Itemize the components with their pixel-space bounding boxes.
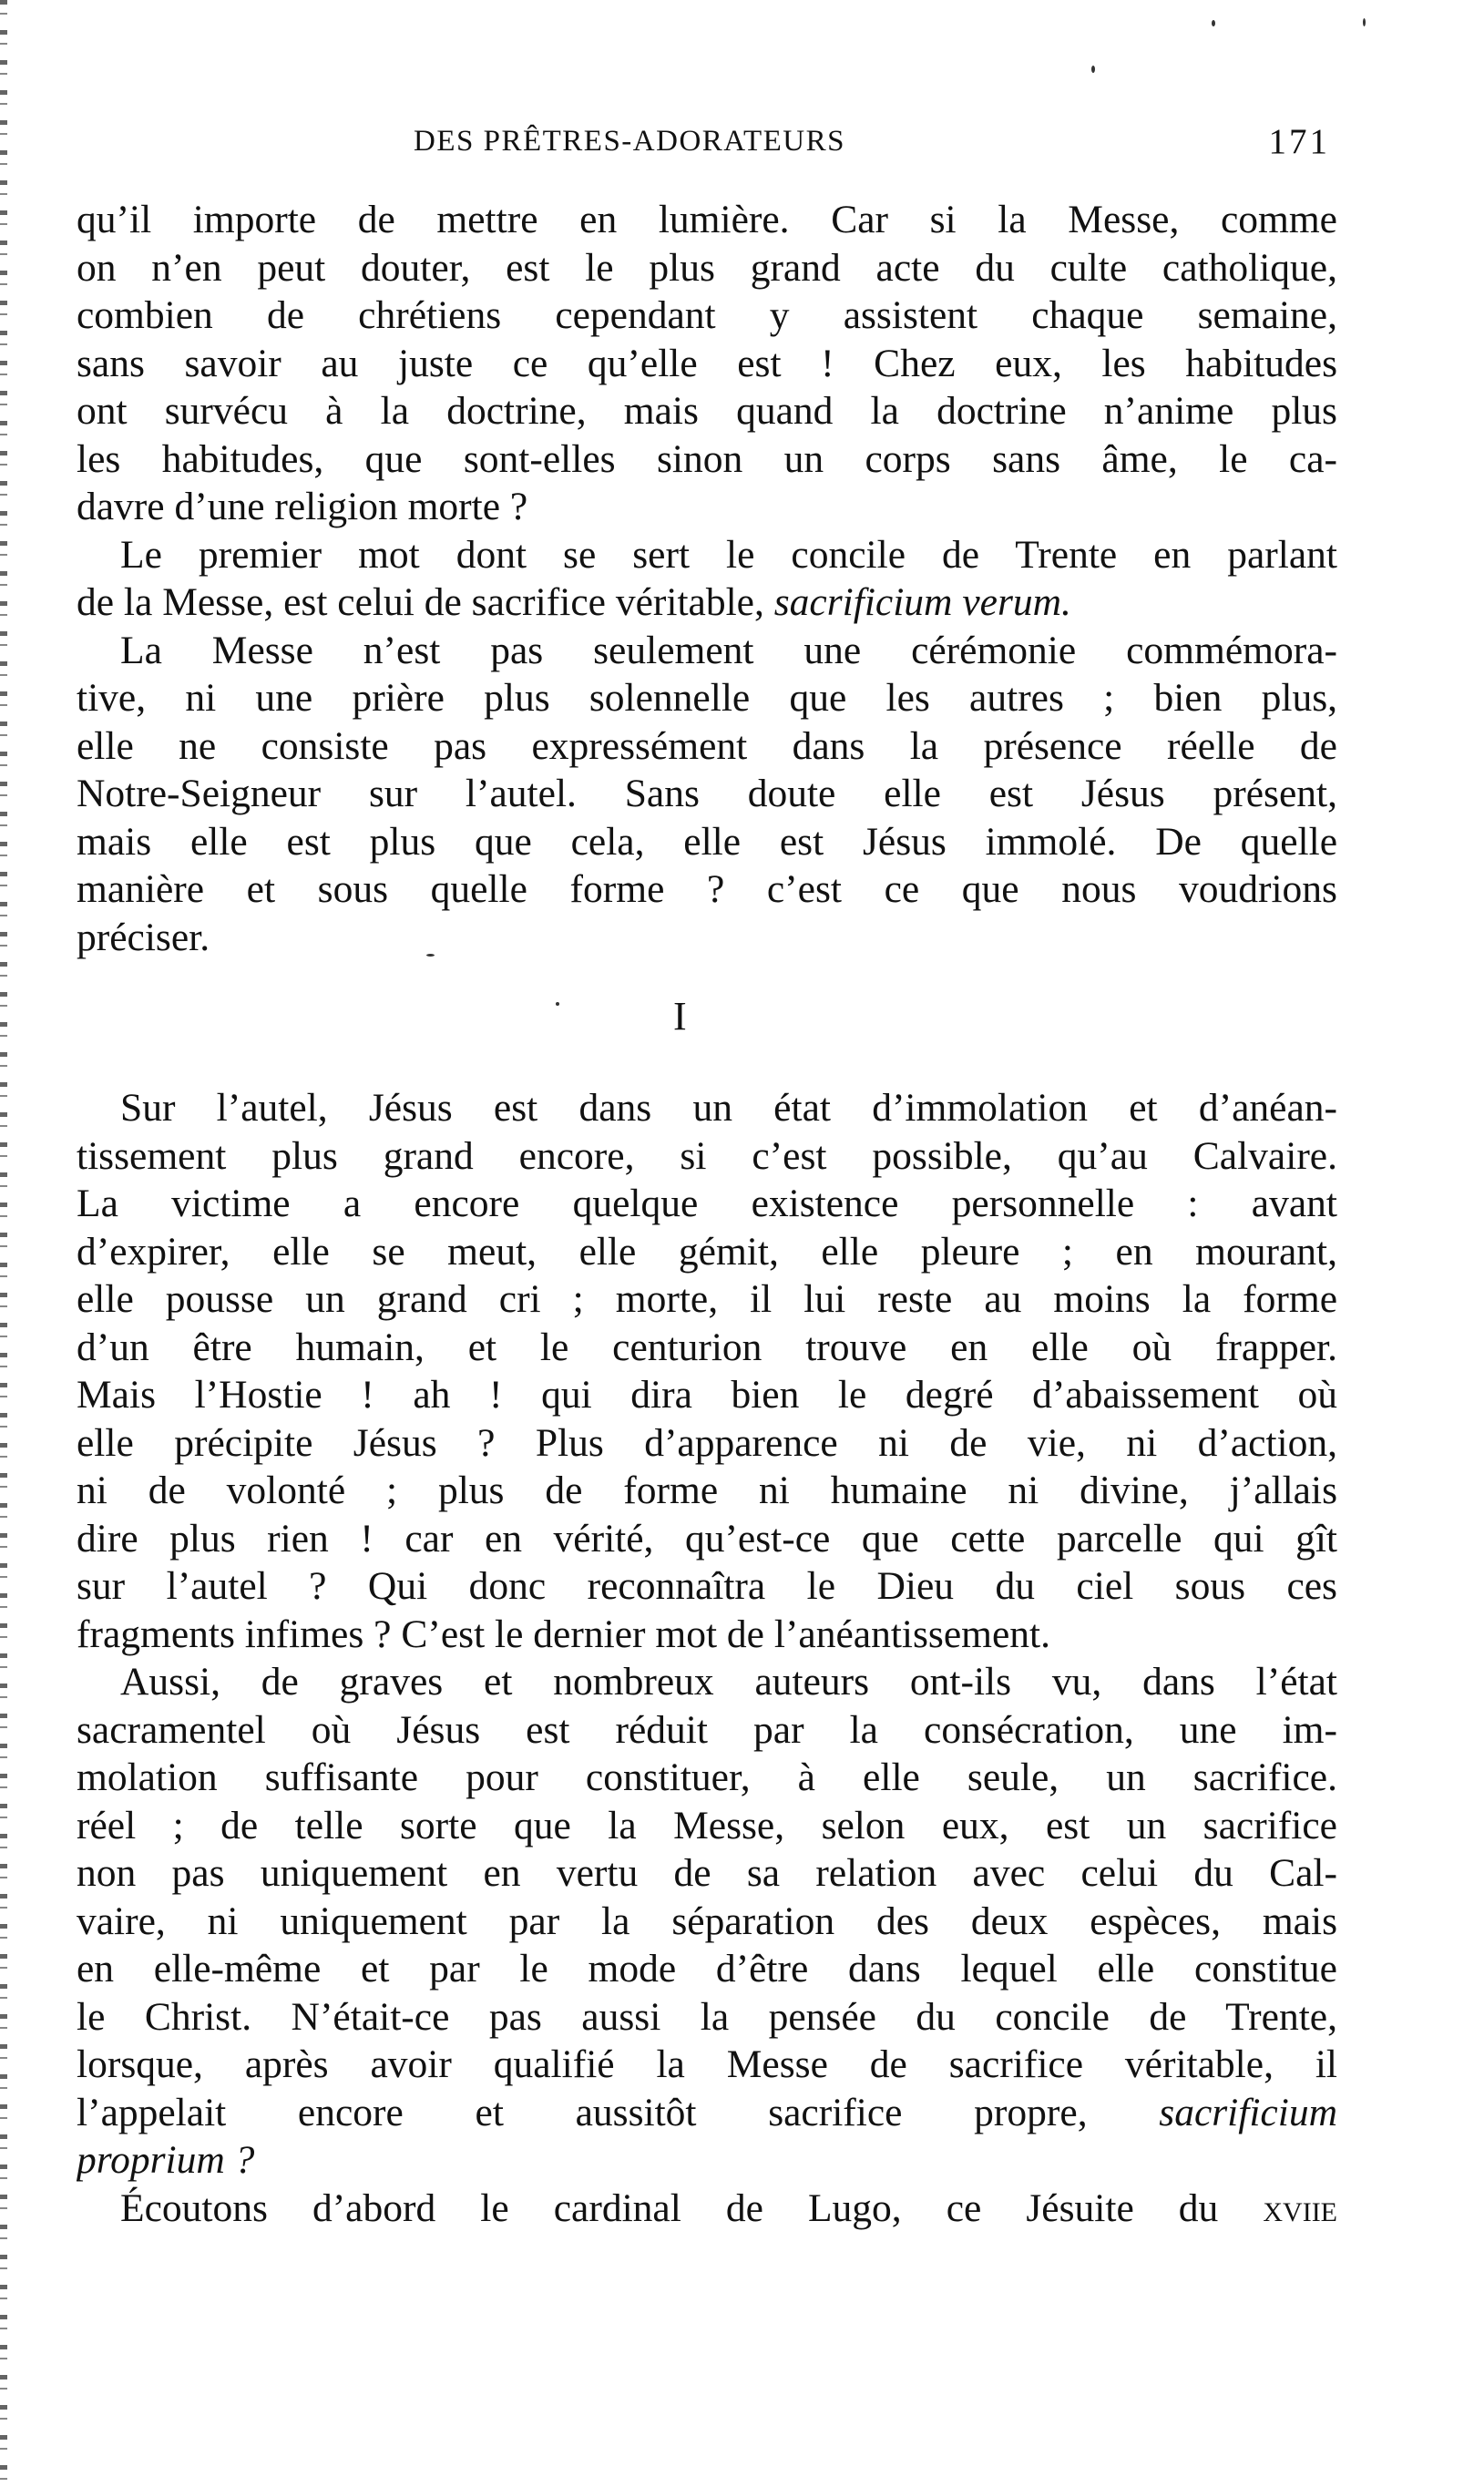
text-line: préciser. xyxy=(77,915,210,959)
text-line: combien de chrétiens cependant y assistent chaque semaine, xyxy=(77,293,1337,337)
ink-speck xyxy=(1212,20,1215,26)
running-header xyxy=(77,123,1339,169)
text-line: ni de volonté ; plus de forme ni humaine ni divine, j’allais xyxy=(77,1469,1337,1512)
text-run: l’appelait encore et aussitôt sacrifice propre, xyxy=(77,2090,1088,2134)
text-line: manière et sous quelle forme ? c’est ce que nous voudrions xyxy=(77,867,1337,911)
text-line xyxy=(77,2185,1337,2233)
text-line: tissement plus grand encore, si c’est possible, qu’au Calvaire. xyxy=(77,1133,1337,1178)
text-line: Sur l’autel, Jésus est dans un état d’immolation et d’anéan- xyxy=(120,1086,1337,1130)
text-line: La victime a encore quelque existence personnelle : avant xyxy=(77,1182,1337,1225)
text-line: d’expirer, elle se meut, elle gémit, elle pleure ; en mourant, xyxy=(77,1229,1337,1274)
text-line: le Christ. N’était-ce pas aussi la pensée du concile de Trente, xyxy=(77,1994,1337,2039)
text-line: Mais l’Hostie ! ah ! qui dira bien le degré d’abaissement où xyxy=(77,1373,1337,1417)
page-number: 171 xyxy=(1268,122,1330,161)
text-line: tive, ni une prière plus solennelle que les autres ; bien plus, xyxy=(77,676,1337,720)
text-line: vaire, ni uniquement par la séparation des deux espèces, mais xyxy=(77,1899,1337,1943)
text-line: qu’il importe de mettre en lumière. Car si la Messe, comme xyxy=(77,198,1337,241)
latin-phrase: proprium ? xyxy=(77,2138,255,2182)
text-line xyxy=(77,2136,1337,2185)
text-line: fragments infimes ? C’est le dernier mot de l’anéantissement. xyxy=(77,1612,1051,1656)
section-heading: I xyxy=(673,994,687,1039)
text-line: mais elle est plus que cela, elle est Jésus immolé. De quelle xyxy=(77,819,1337,864)
text-line: elle pousse un grand cri ; morte, il lui reste au moins la forme xyxy=(77,1277,1337,1321)
text-line: en elle-même et par le mode d’être dans lequel elle constitue xyxy=(77,1947,1337,1991)
text-line: d’un être humain, et le centurion trouve en elle où frapper. xyxy=(77,1325,1337,1369)
text-line: ont survécu à la doctrine, mais quand la doctrine n’anime plus xyxy=(77,389,1337,433)
text-line: elle précipite Jésus ? Plus d’apparence ni de vie, ni d’action, xyxy=(77,1420,1337,1465)
text-line: réel ; de telle sorte que la Messe, selon eux, est un sacrifice xyxy=(77,1803,1337,1847)
text-line: davre d’une religion morte ? xyxy=(77,485,528,528)
text-block-section-one xyxy=(77,1084,1337,2232)
century-numeral: xviie xyxy=(1263,2185,1337,2230)
text-line: Le premier mot dont se sert le concile de Trente en parlant xyxy=(120,532,1337,577)
text-line: lorsque, après avoir qualifié la Messe de sacrifice véritable, il xyxy=(77,2042,1337,2086)
text-line: sur l’autel ? Qui donc reconnaîtra le Dieu du ciel sous ces xyxy=(77,1564,1337,1608)
text-line: sacramentel où Jésus est réduit par la consécration, une im- xyxy=(77,1707,1337,1752)
text-line: Notre-Seigneur sur l’autel. Sans doute elle est Jésus présent, xyxy=(77,772,1337,815)
text-line: molation suffisante pour constituer, à elle seule, un sacrifice. xyxy=(77,1755,1337,1799)
latin-phrase: sacrificium verum. xyxy=(773,580,1071,624)
text-line: on n’en peut douter, est le plus grand acte du culte catholique, xyxy=(77,245,1337,290)
text-line: dire plus rien ! car en vérité, qu’est-ce que cette parcelle qui gît xyxy=(77,1516,1337,1561)
text-line: Aussi, de graves et nombreux auteurs ont-ils vu, dans l’état xyxy=(120,1660,1337,1704)
latin-phrase: sacrificium xyxy=(1159,2090,1337,2134)
text-line xyxy=(77,2089,1337,2137)
text-line: non pas uniquement en vertu de sa relation avec celui du Cal- xyxy=(77,1851,1337,1895)
text-line: sans savoir au juste ce qu’elle est ! Chez eux, les habitudes xyxy=(77,341,1337,385)
ink-speck xyxy=(1363,18,1366,26)
page-edge-shadow xyxy=(0,0,7,2487)
text-line: les habitudes, que sont-elles sinon un corps sans âme, le ca- xyxy=(77,436,1337,481)
text-line: La Messe n’est pas seulement une cérémonie commémora- xyxy=(120,628,1337,672)
ink-speck xyxy=(1091,66,1095,73)
text-run: Écoutons d’abord le cardinal de Lugo, ce Jésuite du xyxy=(120,2185,1219,2230)
running-title: DES PRÊTRES-ADORATEURS xyxy=(414,125,845,158)
text-run: de la Messe, est celui de sacrifice véritable, xyxy=(77,580,764,624)
ink-speck xyxy=(556,1002,559,1006)
text-block-intro xyxy=(77,196,1337,961)
text-line: elle ne consiste pas expressément dans la présence réelle de xyxy=(77,723,1337,768)
text-line xyxy=(77,578,1337,627)
